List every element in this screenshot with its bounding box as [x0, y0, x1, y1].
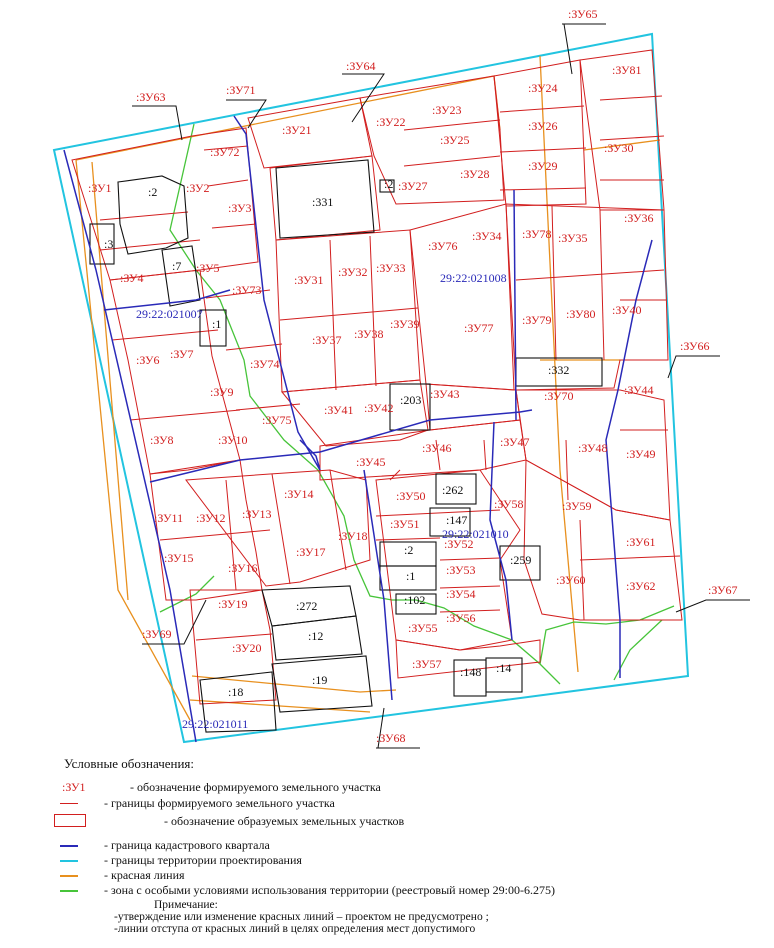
parcel-label: :ЗУ77: [464, 321, 494, 335]
parcel-callout-label: :ЗУ71: [226, 83, 256, 97]
parcel-label: :ЗУ75: [262, 413, 292, 427]
parcel-callout-label: :ЗУ67: [708, 583, 738, 597]
legend-text: - границы формируемого земельного участка: [104, 796, 335, 810]
existing-parcel-label: :2: [404, 543, 414, 557]
existing-parcel-label: :148: [460, 665, 482, 679]
parcel-label: :ЗУ41: [324, 403, 354, 417]
parcel-label: :ЗУ1: [88, 181, 112, 195]
parcel-callout-label: :ЗУ65: [568, 7, 598, 21]
parcel-label: :ЗУ78: [522, 227, 552, 241]
parcel-label: :ЗУ43: [430, 387, 460, 401]
parcel-label: :ЗУ22: [376, 115, 406, 129]
parcel-label: :ЗУ45: [356, 455, 386, 469]
parcel-label: :ЗУ46: [422, 441, 452, 455]
cadastral-quarter-label: 29:22:021010: [442, 527, 509, 541]
parcel-label: :ЗУ17: [296, 545, 326, 559]
parcel-label: :ЗУ25: [440, 133, 470, 147]
legend-text: - границы территории проектирования: [104, 853, 302, 867]
parcel-label: :ЗУ47: [500, 435, 530, 449]
parcel-label: :ЗУ42: [364, 401, 394, 415]
parcel-label: :ЗУ27: [398, 179, 428, 193]
existing-parcel-label: :259: [510, 553, 532, 567]
parcel-label: :ЗУ72: [210, 145, 240, 159]
existing-parcel-label: :102: [404, 593, 426, 607]
existing-parcel-label: :331: [312, 195, 334, 209]
parcel-label: :ЗУ20: [232, 641, 262, 655]
parcel-label: :ЗУ49: [626, 447, 656, 461]
parcel-label: :ЗУ9: [210, 385, 234, 399]
green-line-swatch: [60, 890, 78, 892]
cadastral-quarter-label: 29:22:021008: [440, 271, 507, 285]
parcel-label: :ЗУ30: [604, 141, 634, 155]
note: [114, 899, 489, 935]
note-line: -линии отступа от красных линий в целях определения мест допустимого: [114, 923, 476, 935]
parcel-label: :ЗУ74: [250, 357, 280, 371]
parcel-label: :ЗУ12: [196, 511, 226, 525]
existing-parcel-label: :1: [212, 317, 222, 331]
parcel-label: :ЗУ23: [432, 103, 462, 117]
existing-parcel-label: :203: [400, 393, 422, 407]
legend-title: Условные обозначения:: [64, 756, 195, 771]
parcel-label: :ЗУ10: [218, 433, 248, 447]
note-line: -утверждение или изменение красных линий – проектом не предусмотрено ;: [114, 911, 489, 923]
red-rect-swatch: [54, 814, 86, 827]
legend-symbol-parcel-label: :ЗУ1: [62, 780, 86, 794]
parcel-label: :ЗУ59: [562, 499, 592, 513]
parcel-label: :ЗУ81: [612, 63, 642, 77]
cadastral-quarter-label: 29:22:021007: [136, 307, 203, 321]
parcel-label: :ЗУ21: [282, 123, 312, 137]
parcel-label: :ЗУ15: [164, 551, 194, 565]
parcel-label: :ЗУ70: [544, 389, 574, 403]
parcel-label: :ЗУ40: [612, 303, 642, 317]
parcel-label: :ЗУ33: [376, 261, 406, 275]
existing-parcel-label: :18: [228, 685, 244, 699]
parcel-label: :ЗУ24: [528, 81, 558, 95]
parcel-label: :ЗУ2: [186, 181, 210, 195]
parcel-label: :ЗУ39: [390, 317, 420, 331]
existing-parcel-label: :332: [548, 363, 570, 377]
existing-parcel-label: :272: [296, 599, 318, 613]
parcel-label: :ЗУ4: [120, 271, 144, 285]
legend-text: - граница кадастрового квартала: [104, 838, 270, 852]
parcel-label: :ЗУ5: [196, 261, 220, 275]
existing-parcel-label: :2: [384, 177, 394, 191]
cadastral-quarter-label: 29:22:021011: [182, 717, 249, 731]
parcel-label: :ЗУ11: [154, 511, 184, 525]
parcel-label: :ЗУ3: [228, 201, 252, 215]
legend-text: - красная линия: [104, 868, 185, 882]
existing-parcel-label: :1: [406, 569, 416, 583]
cadastral-quarters: [64, 116, 652, 742]
parcel-label: :ЗУ53: [446, 563, 476, 577]
parcel-label: :ЗУ76: [428, 239, 458, 253]
parcel-label: :ЗУ58: [494, 497, 524, 511]
parcel-label: :ЗУ19: [218, 597, 248, 611]
existing-parcel-label: :19: [312, 673, 328, 687]
legend-text: - обозначение образуемых земельных участков: [164, 814, 405, 828]
parcel-callout-label: :ЗУ66: [680, 339, 710, 353]
parcel-label: :ЗУ7: [170, 347, 194, 361]
parcel-label: :ЗУ48: [578, 441, 608, 455]
parcel-label: :ЗУ54: [446, 587, 476, 601]
parcel-label: :ЗУ50: [396, 489, 426, 503]
existing-parcel-label: :12: [308, 629, 324, 643]
existing-parcel-label: :147: [446, 513, 468, 527]
blue-line-swatch: [60, 845, 78, 847]
parcel-callout-label: :ЗУ64: [346, 59, 376, 73]
parcel-label: :ЗУ38: [354, 327, 384, 341]
parcel-label: :ЗУ31: [294, 273, 324, 287]
parcel-label: :ЗУ57: [412, 657, 442, 671]
parcel-label: :ЗУ13: [242, 507, 272, 521]
parcel-label: :ЗУ29: [528, 159, 558, 173]
note-title: Примечание:: [154, 899, 218, 911]
parcel-label: :ЗУ36: [624, 211, 654, 225]
parcel-callout-label: :ЗУ68: [376, 731, 406, 745]
parcel-label: :ЗУ52: [444, 537, 474, 551]
parcel-label: :ЗУ6: [136, 353, 160, 367]
parcel-boundaries: [72, 50, 682, 704]
parcel-label: :ЗУ61: [626, 535, 656, 549]
parcel-label: :ЗУ32: [338, 265, 368, 279]
parcel-label: :ЗУ55: [408, 621, 438, 635]
parcel-label: :ЗУ14: [284, 487, 314, 501]
existing-parcel-label: :3: [104, 237, 114, 251]
parcel-label: :ЗУ51: [390, 517, 420, 531]
parcel-callout-label: :ЗУ69: [142, 627, 172, 641]
parcel-label: :ЗУ16: [228, 561, 258, 575]
red-lines: [76, 56, 660, 720]
parcel-label: :ЗУ8: [150, 433, 174, 447]
cyan-line-swatch: [60, 860, 78, 862]
parcel-label: :ЗУ73: [232, 283, 262, 297]
parcel-label: :ЗУ79: [522, 313, 552, 327]
parcel-label: :ЗУ44: [624, 383, 654, 397]
parcel-label: :ЗУ34: [472, 229, 502, 243]
red-line-swatch: [60, 803, 78, 804]
parcel-label: :ЗУ62: [626, 579, 656, 593]
existing-parcel-label: :7: [172, 259, 182, 273]
parcel-callout-label: :ЗУ63: [136, 90, 166, 104]
parcel-label: :ЗУ28: [460, 167, 490, 181]
legend-text: - обозначение формируемого земельного участка: [130, 780, 381, 794]
parcel-label: :ЗУ56: [446, 611, 476, 625]
legend-text: - зона с особыми условиями использования территории (реестровый номер 29:00-6.275): [104, 883, 556, 897]
parcel-label: :ЗУ60: [556, 573, 586, 587]
existing-parcel-label: :14: [496, 661, 512, 675]
parcel-label: :ЗУ35: [558, 231, 588, 245]
existing-parcel-label: :2: [148, 185, 158, 199]
parcel-label: :ЗУ37: [312, 333, 342, 347]
parcel-label: :ЗУ18: [338, 529, 368, 543]
existing-parcel-label: :262: [442, 483, 464, 497]
parcel-label: :ЗУ26: [528, 119, 558, 133]
orange-line-swatch: [60, 875, 78, 877]
parcel-label: :ЗУ80: [566, 307, 596, 321]
